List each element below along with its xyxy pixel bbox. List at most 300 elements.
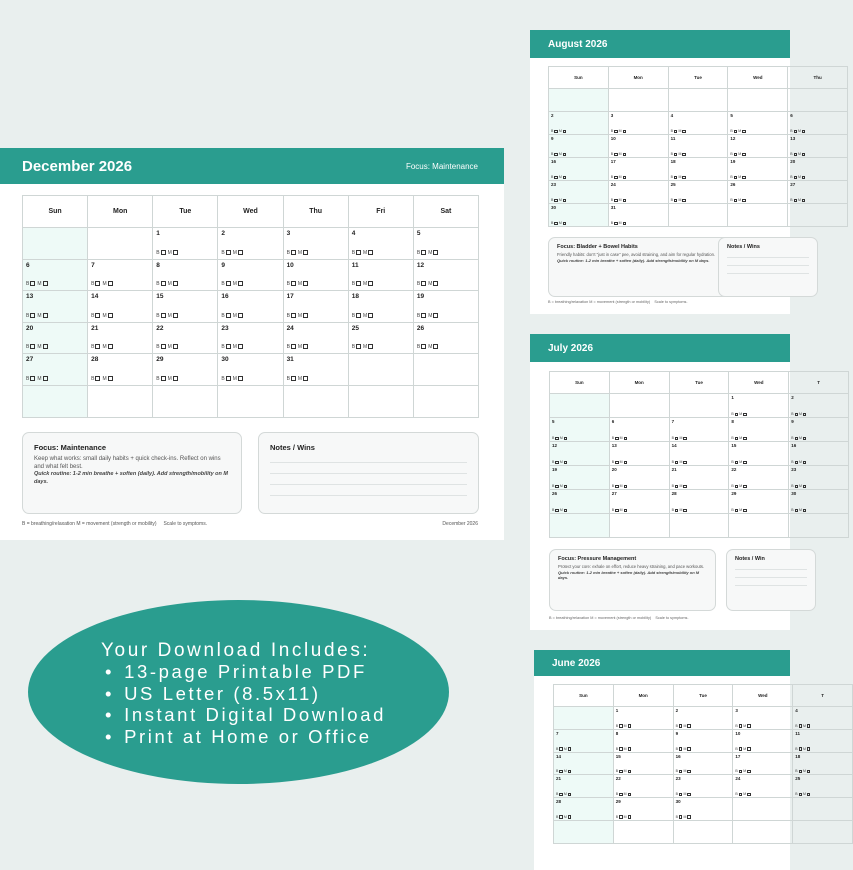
- habit-checkboxes: [790, 198, 806, 202]
- habit-checkboxes: [790, 129, 806, 133]
- checkbox[interactable]: [747, 793, 751, 797]
- checkbox[interactable]: [368, 344, 373, 349]
- habit-checkboxes: [551, 129, 567, 133]
- habit-b-label: B: [351, 281, 356, 288]
- day-number: 9: [791, 419, 794, 424]
- checkbox[interactable]: [742, 199, 746, 203]
- checkbox[interactable]: [173, 281, 178, 286]
- day-cell: [608, 112, 668, 135]
- checkbox[interactable]: [568, 793, 572, 797]
- checkbox[interactable]: [807, 793, 811, 797]
- checkbox[interactable]: [628, 793, 632, 797]
- day-cell: [613, 775, 673, 798]
- checkbox[interactable]: [739, 724, 743, 728]
- checkbox[interactable]: [108, 376, 113, 381]
- checkbox[interactable]: [108, 313, 113, 318]
- habit-b-label: B: [791, 412, 794, 416]
- checkbox[interactable]: [555, 437, 559, 441]
- checkbox[interactable]: [173, 250, 178, 255]
- checkbox[interactable]: [43, 344, 48, 349]
- habit-checkboxes: [731, 460, 747, 464]
- day-number: 29: [615, 799, 621, 805]
- checkbox[interactable]: [563, 222, 567, 226]
- habit-checkboxes: [671, 129, 687, 133]
- checkbox[interactable]: [421, 250, 426, 255]
- weekday-header: Sat: [413, 196, 478, 228]
- habit-m-label: M: [623, 746, 627, 751]
- day-cell: [789, 418, 849, 442]
- checkbox[interactable]: [807, 724, 811, 728]
- checkbox[interactable]: [682, 176, 686, 180]
- habit-checkboxes: [672, 436, 688, 440]
- day-cell: [283, 228, 348, 260]
- checkbox[interactable]: [675, 485, 679, 489]
- checkbox[interactable]: [554, 130, 558, 134]
- checkbox[interactable]: [679, 770, 683, 774]
- checkbox[interactable]: [433, 281, 438, 286]
- checkbox[interactable]: [30, 344, 35, 349]
- checkbox[interactable]: [679, 724, 683, 728]
- checkbox[interactable]: [802, 176, 806, 180]
- checkbox[interactable]: [555, 461, 559, 465]
- checkbox[interactable]: [559, 793, 563, 797]
- checkbox[interactable]: [628, 724, 632, 728]
- day-cell: [728, 181, 788, 204]
- checkbox[interactable]: [615, 437, 619, 441]
- day-number: 28: [91, 356, 99, 364]
- weekday-header: Thu: [788, 67, 848, 89]
- checkbox[interactable]: [614, 199, 618, 203]
- checkbox[interactable]: [161, 281, 166, 286]
- checkbox[interactable]: [623, 130, 627, 134]
- day-cell: [550, 394, 610, 418]
- checkbox[interactable]: [747, 724, 751, 728]
- checkbox[interactable]: [675, 509, 679, 513]
- checkbox[interactable]: [238, 250, 243, 255]
- checkbox[interactable]: [95, 313, 100, 318]
- habit-b-label: B: [795, 769, 798, 774]
- checkbox[interactable]: [368, 313, 373, 318]
- checkbox[interactable]: [687, 793, 691, 797]
- checkbox[interactable]: [794, 153, 798, 157]
- checkbox[interactable]: [807, 747, 811, 751]
- habit-checkboxes: [612, 436, 628, 440]
- checkbox[interactable]: [687, 724, 691, 728]
- checkbox[interactable]: [794, 130, 798, 134]
- checkbox[interactable]: [554, 176, 558, 180]
- day-cell: [733, 729, 793, 752]
- checkbox[interactable]: [564, 461, 568, 465]
- checkbox[interactable]: [303, 313, 308, 318]
- checkbox[interactable]: [682, 153, 686, 157]
- day-cell: [549, 135, 609, 158]
- checkbox[interactable]: [554, 153, 558, 157]
- checkbox[interactable]: [554, 222, 558, 226]
- checkbox[interactable]: [568, 747, 572, 751]
- checkbox[interactable]: [795, 509, 799, 513]
- checkbox[interactable]: [795, 461, 799, 465]
- checkbox[interactable]: [687, 815, 691, 819]
- checkbox[interactable]: [619, 770, 623, 774]
- checkbox[interactable]: [799, 770, 803, 774]
- checkbox[interactable]: [674, 153, 678, 157]
- checkbox[interactable]: [30, 376, 35, 381]
- checkbox[interactable]: [679, 793, 683, 797]
- checkbox[interactable]: [742, 153, 746, 157]
- checkbox[interactable]: [795, 485, 799, 489]
- checkbox[interactable]: [614, 153, 618, 157]
- checkbox[interactable]: [614, 130, 618, 134]
- checkbox[interactable]: [803, 509, 807, 513]
- checkbox[interactable]: [802, 199, 806, 203]
- habit-b-label: B: [221, 249, 225, 256]
- day-number: 20: [611, 467, 617, 472]
- day-number: 16: [221, 293, 229, 301]
- habit-checkboxes: [791, 460, 807, 464]
- day-cell: [668, 158, 728, 181]
- week-row: [549, 135, 848, 158]
- checkbox[interactable]: [95, 344, 100, 349]
- checkbox[interactable]: [303, 281, 308, 286]
- checkbox[interactable]: [356, 281, 361, 286]
- checkbox[interactable]: [238, 313, 243, 318]
- checkbox[interactable]: [614, 222, 618, 226]
- checkbox[interactable]: [624, 509, 628, 513]
- habit-checkboxes: [552, 436, 568, 440]
- checkbox[interactable]: [735, 485, 739, 489]
- habit-checkboxes: [556, 769, 572, 773]
- checkbox[interactable]: [624, 437, 628, 441]
- day-cell: [283, 354, 348, 386]
- promo-item: • Print at Home or Office: [105, 726, 386, 748]
- checkbox[interactable]: [303, 376, 308, 381]
- day-cell: [23, 322, 88, 354]
- day-number: 21: [556, 776, 562, 782]
- checkbox[interactable]: [674, 130, 678, 134]
- checkbox[interactable]: [161, 250, 166, 255]
- checkbox[interactable]: [291, 376, 296, 381]
- checkbox[interactable]: [559, 770, 563, 774]
- checkbox[interactable]: [802, 153, 806, 157]
- habit-checkboxes: [795, 792, 811, 796]
- checkbox[interactable]: [799, 724, 803, 728]
- day-cell: [550, 418, 610, 442]
- checkbox[interactable]: [303, 344, 308, 349]
- day-number: 6: [611, 419, 615, 424]
- checkbox[interactable]: [368, 281, 373, 286]
- checkbox[interactable]: [108, 281, 113, 286]
- checkbox[interactable]: [739, 747, 743, 751]
- checkbox[interactable]: [563, 199, 567, 203]
- habit-m-label: M: [738, 175, 742, 179]
- checkbox[interactable]: [794, 199, 798, 203]
- habit-checkboxes: [731, 508, 747, 512]
- habit-m-label: M: [232, 312, 237, 319]
- habit-b-label: B: [671, 508, 674, 512]
- day-number: 2: [551, 113, 554, 118]
- promo-item: • US Letter (8.5x11): [105, 683, 386, 705]
- habit-m-label: M: [619, 436, 623, 440]
- checkbox[interactable]: [238, 344, 243, 349]
- day-cell: [729, 490, 789, 514]
- checkbox[interactable]: [555, 509, 559, 513]
- day-cell: [789, 394, 849, 418]
- checkbox[interactable]: [291, 313, 296, 318]
- habit-checkboxes: [611, 129, 627, 133]
- checkbox[interactable]: [742, 176, 746, 180]
- checkbox[interactable]: [675, 461, 679, 465]
- checkbox[interactable]: [291, 250, 296, 255]
- checkbox[interactable]: [735, 437, 739, 441]
- checkbox[interactable]: [624, 485, 628, 489]
- notes-heading: Notes / Wins: [270, 443, 315, 452]
- checkbox[interactable]: [683, 509, 687, 513]
- checkbox[interactable]: [173, 313, 178, 318]
- checkbox[interactable]: [554, 199, 558, 203]
- checkbox[interactable]: [433, 250, 438, 255]
- checkbox[interactable]: [628, 815, 632, 819]
- checkbox[interactable]: [619, 747, 623, 751]
- checkbox[interactable]: [623, 153, 627, 157]
- habit-m-label: M: [803, 723, 806, 728]
- checkbox[interactable]: [687, 747, 691, 751]
- day-cell: [413, 228, 478, 260]
- checkbox[interactable]: [43, 313, 48, 318]
- week-row: [23, 322, 479, 354]
- checkbox[interactable]: [559, 747, 563, 751]
- habit-checkboxes: [795, 724, 811, 728]
- checkbox[interactable]: [735, 413, 739, 417]
- checkbox[interactable]: [564, 485, 568, 489]
- checkbox[interactable]: [614, 176, 618, 180]
- checkbox[interactable]: [794, 176, 798, 180]
- checkbox[interactable]: [803, 485, 807, 489]
- checkbox[interactable]: [747, 747, 751, 751]
- checkbox[interactable]: [735, 461, 739, 465]
- checkbox[interactable]: [108, 344, 113, 349]
- day-cell: [729, 514, 789, 538]
- day-number: 24: [286, 324, 294, 332]
- checkbox[interactable]: [619, 724, 623, 728]
- checkbox[interactable]: [742, 130, 746, 134]
- checkbox[interactable]: [173, 344, 178, 349]
- checkbox[interactable]: [739, 770, 743, 774]
- checkbox[interactable]: [356, 250, 361, 255]
- checkbox[interactable]: [563, 130, 567, 134]
- day-cell: [729, 418, 789, 442]
- checkbox[interactable]: [743, 509, 747, 513]
- checkbox[interactable]: [30, 281, 35, 286]
- week-row: [549, 181, 848, 204]
- day-number: 1: [615, 708, 619, 713]
- checkbox[interactable]: [173, 376, 178, 381]
- habit-m-label: M: [618, 221, 622, 225]
- checkbox[interactable]: [615, 509, 619, 513]
- day-cell: [549, 89, 609, 112]
- checkbox[interactable]: [802, 130, 806, 134]
- day-cell: [153, 354, 218, 386]
- checkbox[interactable]: [743, 437, 747, 441]
- checkbox[interactable]: [624, 461, 628, 465]
- day-cell: [609, 442, 669, 466]
- habit-b-label: B: [731, 412, 734, 416]
- checkbox[interactable]: [303, 250, 308, 255]
- checkbox[interactable]: [421, 313, 426, 318]
- checkbox[interactable]: [433, 313, 438, 318]
- checkbox[interactable]: [226, 281, 231, 286]
- checkbox[interactable]: [743, 485, 747, 489]
- checkbox[interactable]: [739, 793, 743, 797]
- habit-checkboxes: [735, 792, 751, 796]
- checkbox[interactable]: [95, 376, 100, 381]
- checkbox[interactable]: [43, 376, 48, 381]
- checkbox[interactable]: [368, 250, 373, 255]
- habit-m-label: M: [679, 508, 683, 512]
- checkbox[interactable]: [734, 130, 738, 134]
- habit-m-label: M: [363, 281, 368, 288]
- checkbox[interactable]: [682, 199, 686, 203]
- weekday-header: Mon: [613, 685, 673, 707]
- checkbox[interactable]: [564, 437, 568, 441]
- checkbox[interactable]: [226, 376, 231, 381]
- checkbox[interactable]: [679, 815, 683, 819]
- checkbox[interactable]: [743, 461, 747, 465]
- checkbox[interactable]: [682, 130, 686, 134]
- day-cell: [608, 158, 668, 181]
- day-number: 18: [351, 293, 359, 301]
- checkbox[interactable]: [623, 199, 627, 203]
- habit-b-label: B: [552, 460, 555, 464]
- week-row: [554, 729, 853, 752]
- checkbox[interactable]: [628, 747, 632, 751]
- habit-m-label: M: [363, 344, 368, 351]
- habit-b-label: B: [611, 460, 615, 464]
- checkbox[interactable]: [734, 176, 738, 180]
- checkbox[interactable]: [619, 815, 623, 819]
- checkbox[interactable]: [238, 281, 243, 286]
- day-number: 5: [416, 230, 421, 237]
- checkbox[interactable]: [161, 344, 166, 349]
- day-cell: [550, 442, 610, 466]
- checkbox[interactable]: [747, 770, 751, 774]
- day-number: 2: [221, 230, 226, 237]
- day-number: 14: [671, 443, 677, 448]
- checkbox[interactable]: [568, 815, 572, 819]
- checkbox[interactable]: [30, 313, 35, 318]
- checkbox[interactable]: [559, 815, 563, 819]
- calendar-page-december: [0, 148, 504, 540]
- checkbox[interactable]: [356, 313, 361, 318]
- checkbox[interactable]: [623, 176, 627, 180]
- habit-b-label: B: [615, 746, 619, 751]
- checkbox[interactable]: [674, 199, 678, 203]
- habit-b-label: B: [670, 152, 673, 156]
- day-cell: [733, 798, 793, 821]
- checkbox[interactable]: [803, 461, 807, 465]
- checkbox[interactable]: [161, 313, 166, 318]
- checkbox[interactable]: [433, 344, 438, 349]
- week-row: [550, 466, 849, 490]
- checkbox[interactable]: [226, 313, 231, 318]
- checkbox[interactable]: [628, 770, 632, 774]
- checkbox[interactable]: [43, 281, 48, 286]
- checkbox[interactable]: [799, 793, 803, 797]
- checkbox[interactable]: [568, 770, 572, 774]
- checkbox[interactable]: [623, 222, 627, 226]
- day-number: 4: [351, 230, 356, 237]
- day-cell: [793, 729, 853, 752]
- checkbox[interactable]: [563, 176, 567, 180]
- checkbox[interactable]: [421, 281, 426, 286]
- week-row: [549, 204, 848, 227]
- habit-b-label: B: [735, 723, 738, 728]
- checkbox[interactable]: [238, 376, 243, 381]
- focus-heading: Focus: Pressure Management: [558, 556, 637, 562]
- day-number: 1: [731, 395, 734, 400]
- checkbox[interactable]: [563, 153, 567, 157]
- habit-b-label: B: [790, 152, 793, 156]
- habit-m-label: M: [623, 769, 627, 774]
- checkbox[interactable]: [421, 344, 426, 349]
- checkbox[interactable]: [679, 747, 683, 751]
- checkbox[interactable]: [675, 437, 679, 441]
- checkbox[interactable]: [734, 153, 738, 157]
- checkbox[interactable]: [743, 413, 747, 417]
- checkbox[interactable]: [555, 485, 559, 489]
- habit-checkboxes: [91, 313, 115, 319]
- legend: [549, 616, 689, 620]
- checkbox[interactable]: [795, 437, 799, 441]
- day-number: 9: [551, 136, 554, 141]
- checkbox[interactable]: [356, 344, 361, 349]
- checkbox[interactable]: [795, 413, 799, 417]
- checkbox[interactable]: [803, 437, 807, 441]
- checkbox[interactable]: [564, 509, 568, 513]
- checkbox[interactable]: [291, 281, 296, 286]
- checkbox[interactable]: [807, 770, 811, 774]
- checkbox[interactable]: [735, 509, 739, 513]
- checkbox[interactable]: [734, 199, 738, 203]
- checkbox[interactable]: [291, 344, 296, 349]
- checkbox[interactable]: [161, 376, 166, 381]
- day-cell: [348, 385, 413, 417]
- habit-b-label: B: [730, 175, 733, 179]
- checkbox[interactable]: [799, 747, 803, 751]
- checkbox[interactable]: [615, 485, 619, 489]
- habit-m-label: M: [428, 312, 433, 319]
- checkbox[interactable]: [683, 437, 687, 441]
- habit-m-label: M: [559, 460, 563, 464]
- habit-checkboxes: [791, 508, 807, 512]
- checkbox[interactable]: [683, 461, 687, 465]
- promo-list: [105, 661, 386, 747]
- checkbox[interactable]: [687, 770, 691, 774]
- checkbox[interactable]: [683, 485, 687, 489]
- checkbox[interactable]: [226, 250, 231, 255]
- checkbox[interactable]: [674, 176, 678, 180]
- checkbox[interactable]: [619, 793, 623, 797]
- checkbox[interactable]: [95, 281, 100, 286]
- checkbox[interactable]: [803, 413, 807, 417]
- habit-checkboxes: [287, 344, 311, 350]
- day-cell: [733, 820, 793, 843]
- habit-b-label: B: [552, 508, 555, 512]
- day-cell: [550, 490, 610, 514]
- habit-b-label: B: [221, 312, 225, 319]
- checkbox[interactable]: [615, 461, 619, 465]
- checkbox[interactable]: [226, 344, 231, 349]
- day-cell: [23, 291, 88, 323]
